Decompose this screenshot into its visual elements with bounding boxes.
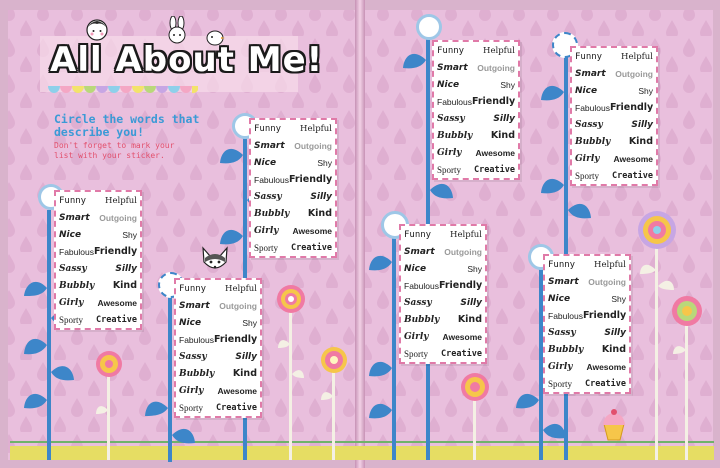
- word-option[interactable]: Outgoing: [99, 212, 137, 223]
- word-option[interactable]: Kind: [628, 136, 653, 147]
- word-row: [545, 358, 629, 375]
- word-option[interactable]: Smart: [404, 246, 435, 257]
- word-option[interactable]: Helpful: [594, 259, 626, 270]
- word-option[interactable]: Helpful: [450, 229, 482, 240]
- word-option[interactable]: Kind: [457, 314, 482, 325]
- word-option[interactable]: Silly: [604, 327, 626, 338]
- word-option[interactable]: Smart: [254, 140, 285, 151]
- word-row: [545, 290, 629, 307]
- word-option[interactable]: Bubbly: [59, 280, 95, 291]
- word-card: [399, 224, 487, 364]
- word-row: [545, 341, 629, 358]
- word-option[interactable]: Nice: [437, 79, 460, 90]
- word-option[interactable]: Sassy: [59, 263, 87, 274]
- word-option[interactable]: Bubbly: [254, 208, 290, 219]
- flower-icon: [320, 346, 348, 460]
- word-option[interactable]: Creative: [585, 378, 626, 389]
- word-row: [176, 314, 260, 331]
- word-option[interactable]: Sassy: [575, 119, 603, 130]
- page-title: All About Me!: [50, 40, 324, 80]
- word-option[interactable]: Smart: [575, 68, 606, 79]
- word-row: [434, 144, 518, 161]
- word-option[interactable]: Creative: [96, 314, 137, 325]
- word-option[interactable]: Funny: [179, 283, 207, 294]
- word-option[interactable]: Girly: [575, 153, 600, 164]
- flower-bud: [416, 14, 442, 40]
- word-row: [434, 76, 518, 93]
- word-option[interactable]: Kind: [112, 280, 137, 291]
- word-option[interactable]: Kind: [307, 208, 332, 219]
- word-row: [572, 167, 656, 184]
- word-option[interactable]: Sporty: [437, 164, 462, 175]
- word-option[interactable]: Fabulous: [548, 310, 583, 321]
- word-option[interactable]: Shy: [122, 229, 137, 240]
- word-option[interactable]: Friendly: [213, 334, 258, 345]
- word-option[interactable]: Nice: [254, 157, 277, 168]
- word-option[interactable]: Kind: [490, 130, 515, 141]
- word-option[interactable]: Girly: [179, 385, 204, 396]
- word-option[interactable]: Funny: [575, 51, 603, 62]
- word-option[interactable]: Creative: [441, 348, 482, 359]
- word-option[interactable]: Shy: [638, 85, 653, 96]
- word-row: [434, 59, 518, 76]
- word-option[interactable]: Girly: [254, 225, 279, 236]
- word-option[interactable]: Helpful: [621, 51, 653, 62]
- word-option[interactable]: Funny: [404, 229, 432, 240]
- word-row: [572, 150, 656, 167]
- word-row: [251, 239, 335, 256]
- word-option[interactable]: Fabulous: [254, 174, 289, 185]
- word-row: [401, 345, 485, 362]
- word-option[interactable]: Outgoing: [219, 300, 257, 311]
- word-option[interactable]: Girly: [404, 331, 429, 342]
- word-option[interactable]: Smart: [179, 300, 210, 311]
- word-card: [54, 190, 142, 330]
- word-option[interactable]: Silly: [115, 263, 137, 274]
- word-option[interactable]: Outgoing: [588, 276, 626, 287]
- word-option[interactable]: Awesome: [613, 153, 653, 164]
- word-row: [56, 243, 140, 260]
- word-option[interactable]: Sporty: [59, 314, 84, 325]
- word-option[interactable]: Shy: [317, 157, 332, 168]
- word-option[interactable]: Bubbly: [575, 136, 611, 147]
- word-row: [572, 48, 656, 65]
- word-option[interactable]: Creative: [474, 164, 515, 175]
- word-row: [176, 399, 260, 416]
- word-option[interactable]: Sporty: [548, 378, 573, 389]
- word-row: [434, 110, 518, 127]
- word-row: [251, 120, 335, 137]
- word-option[interactable]: Nice: [404, 263, 427, 274]
- word-option[interactable]: Sassy: [179, 351, 207, 362]
- word-option[interactable]: Sporty: [404, 348, 429, 359]
- word-card: [432, 40, 520, 180]
- word-option[interactable]: Funny: [59, 195, 87, 206]
- word-row: [251, 137, 335, 154]
- word-card: [249, 118, 337, 258]
- word-row: [572, 82, 656, 99]
- word-row: [434, 42, 518, 59]
- word-row: [572, 116, 656, 133]
- word-option[interactable]: Kind: [601, 344, 626, 355]
- word-option[interactable]: Awesome: [217, 385, 257, 396]
- word-row: [56, 209, 140, 226]
- word-row: [176, 297, 260, 314]
- word-row: [56, 311, 140, 328]
- word-option[interactable]: Friendly: [93, 246, 138, 257]
- word-row: [251, 154, 335, 171]
- word-option[interactable]: Fabulous: [437, 96, 472, 107]
- word-option[interactable]: Fabulous: [575, 102, 610, 113]
- word-row: [56, 192, 140, 209]
- word-row: [251, 171, 335, 188]
- word-option[interactable]: Nice: [575, 85, 598, 96]
- word-option[interactable]: Friendly: [438, 280, 483, 291]
- word-option[interactable]: Friendly: [609, 102, 654, 113]
- word-option[interactable]: Smart: [437, 62, 468, 73]
- word-card: [174, 278, 262, 418]
- word-option[interactable]: Awesome: [292, 225, 332, 236]
- word-option[interactable]: Funny: [254, 123, 282, 134]
- word-option[interactable]: Sassy: [548, 327, 576, 338]
- word-option[interactable]: Smart: [59, 212, 90, 223]
- word-option[interactable]: Nice: [179, 317, 202, 328]
- word-row: [545, 307, 629, 324]
- word-option[interactable]: Silly: [631, 119, 653, 130]
- word-option[interactable]: Fabulous: [179, 334, 214, 345]
- word-row: [545, 256, 629, 273]
- word-option[interactable]: Silly: [460, 297, 482, 308]
- word-option[interactable]: Awesome: [475, 147, 515, 158]
- word-option[interactable]: Shy: [242, 317, 257, 328]
- word-card: [570, 46, 658, 186]
- word-row: [251, 188, 335, 205]
- flower-icon: [670, 294, 704, 460]
- word-option[interactable]: Kind: [232, 368, 257, 379]
- word-option[interactable]: Bubbly: [404, 314, 440, 325]
- word-option[interactable]: Nice: [59, 229, 82, 240]
- word-option[interactable]: Sassy: [404, 297, 432, 308]
- word-option[interactable]: Shy: [500, 79, 515, 90]
- word-row: [401, 328, 485, 345]
- word-option[interactable]: Helpful: [300, 123, 332, 134]
- word-row: [545, 273, 629, 290]
- word-option[interactable]: Outgoing: [615, 68, 653, 79]
- word-option[interactable]: Helpful: [483, 45, 515, 56]
- word-option[interactable]: Fabulous: [59, 246, 94, 257]
- flower-icon: [460, 372, 490, 460]
- word-option[interactable]: Girly: [548, 361, 573, 372]
- word-option[interactable]: Girly: [59, 297, 84, 308]
- instructions-heading: Circle the words that describe you!: [54, 112, 200, 139]
- word-row: [401, 260, 485, 277]
- word-row: [401, 277, 485, 294]
- fox-icon: [200, 246, 230, 274]
- word-option[interactable]: Outgoing: [294, 140, 332, 151]
- word-option[interactable]: Girly: [437, 147, 462, 158]
- word-option[interactable]: Outgoing: [477, 62, 515, 73]
- word-option[interactable]: Sporty: [179, 402, 204, 413]
- word-option[interactable]: Shy: [611, 293, 626, 304]
- sticker-note: Don't forget to mark your list with your sticker.: [54, 141, 175, 160]
- word-row: [545, 324, 629, 341]
- word-option[interactable]: Bubbly: [548, 344, 584, 355]
- word-option[interactable]: Creative: [291, 242, 332, 253]
- word-option[interactable]: Bubbly: [179, 368, 215, 379]
- word-row: [176, 280, 260, 297]
- word-row: [56, 277, 140, 294]
- word-option[interactable]: Friendly: [288, 174, 333, 185]
- word-option[interactable]: Creative: [612, 170, 653, 181]
- word-row: [401, 311, 485, 328]
- word-option[interactable]: Bubbly: [437, 130, 473, 141]
- word-row: [251, 222, 335, 239]
- word-row: [401, 226, 485, 243]
- word-row: [434, 93, 518, 110]
- word-option[interactable]: Sassy: [437, 113, 465, 124]
- word-option[interactable]: Friendly: [471, 96, 516, 107]
- word-option[interactable]: Fabulous: [404, 280, 439, 291]
- word-row: [251, 205, 335, 222]
- word-row: [176, 331, 260, 348]
- word-row: [545, 375, 629, 392]
- word-row: [572, 99, 656, 116]
- cupcake-icon: [600, 408, 628, 442]
- word-option[interactable]: Silly: [493, 113, 515, 124]
- word-option[interactable]: Silly: [235, 351, 257, 362]
- word-row: [56, 260, 140, 277]
- word-option[interactable]: Awesome: [442, 331, 482, 342]
- word-option[interactable]: Helpful: [225, 283, 257, 294]
- word-option[interactable]: Sporty: [254, 242, 279, 253]
- flower-icon: [276, 284, 306, 460]
- word-option[interactable]: Awesome: [586, 361, 626, 372]
- word-option[interactable]: Nice: [548, 293, 571, 304]
- word-option[interactable]: Smart: [548, 276, 579, 287]
- word-row: [56, 294, 140, 311]
- word-option[interactable]: Silly: [310, 191, 332, 202]
- word-row: [176, 348, 260, 365]
- word-row: [572, 133, 656, 150]
- word-option[interactable]: Creative: [216, 402, 257, 413]
- flower-icon: [94, 350, 124, 460]
- word-option[interactable]: Sassy: [254, 191, 282, 202]
- word-option[interactable]: Awesome: [97, 297, 137, 308]
- word-row: [401, 243, 485, 260]
- word-row: [434, 127, 518, 144]
- word-row: [401, 294, 485, 311]
- word-option[interactable]: Friendly: [582, 310, 627, 321]
- word-row: [572, 65, 656, 82]
- word-option[interactable]: Helpful: [105, 195, 137, 206]
- word-card: [543, 254, 631, 394]
- word-option[interactable]: Funny: [437, 45, 465, 56]
- word-row: [434, 161, 518, 178]
- word-option[interactable]: Shy: [467, 263, 482, 274]
- word-row: [176, 382, 260, 399]
- word-row: [176, 365, 260, 382]
- word-option[interactable]: Sporty: [575, 170, 600, 181]
- word-option[interactable]: Funny: [548, 259, 576, 270]
- word-row: [56, 226, 140, 243]
- word-option[interactable]: Outgoing: [444, 246, 482, 257]
- leaf-icon: [24, 282, 47, 296]
